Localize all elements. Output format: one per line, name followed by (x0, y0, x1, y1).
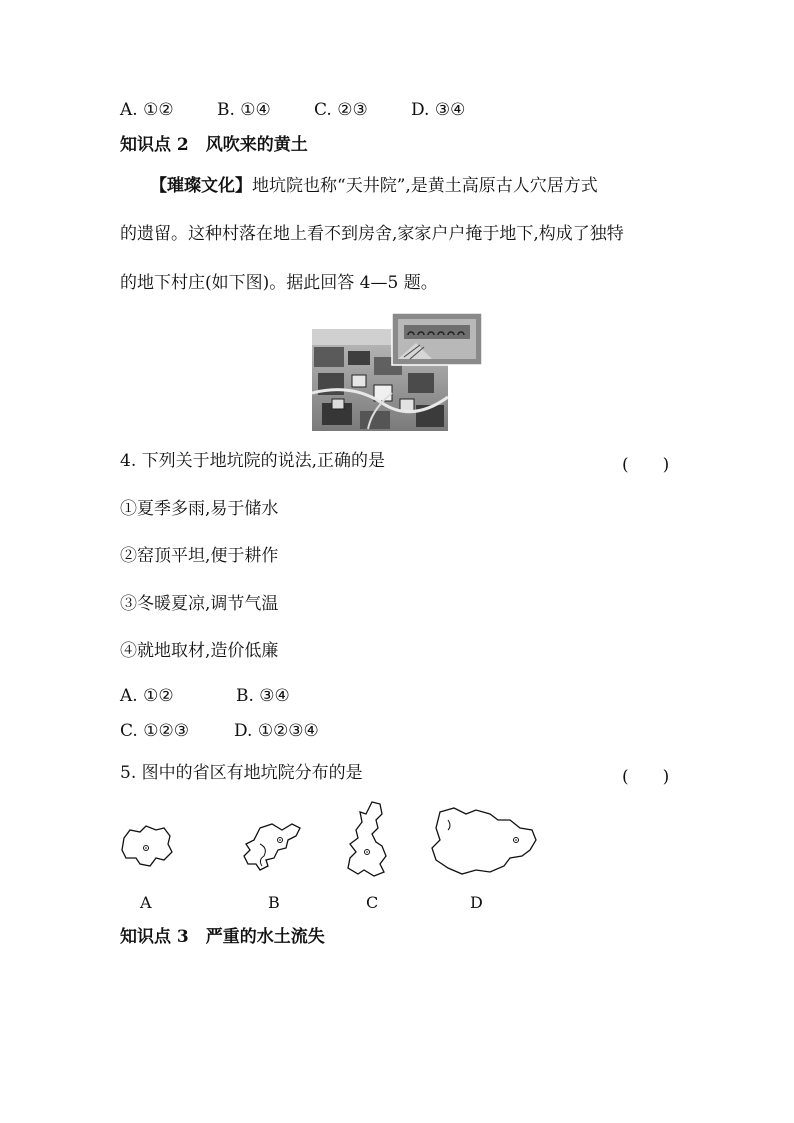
province-map-a (122, 826, 172, 866)
section-2-heading: 知识点 2 风吹来的黄土 (120, 135, 308, 155)
dikengyuan-photo (312, 313, 482, 431)
q3-option-c: C. ②③ (314, 100, 368, 120)
q4-item-2: ②窑顶平坦,便于耕作 (120, 546, 279, 566)
q4-item-1: ①夏季多雨,易于储水 (120, 499, 279, 519)
q4-item-3: ③冬暖夏凉,调节气温 (120, 594, 279, 614)
passage-tag: 【璀璨文化】 (150, 176, 252, 196)
map-label-d: D (470, 893, 483, 912)
map-label-c: C (366, 893, 379, 912)
q4-option-a: A. ①② (120, 686, 174, 706)
q5-stem: 5. 图中的省区有地坑院分布的是 (120, 763, 363, 783)
province-map-c (348, 802, 386, 876)
map-label-a: A (140, 893, 152, 912)
province-map-b (244, 824, 300, 870)
province-maps (110, 800, 650, 880)
q4-option-b: B. ③④ (236, 686, 290, 706)
province-map-d (432, 808, 536, 874)
q3-option-b: B. ①④ (217, 100, 271, 120)
q4-option-d: D. ①②③④ (234, 721, 319, 741)
q3-option-d: D. ③④ (411, 100, 466, 120)
passage-line-1 (150, 162, 598, 210)
passage-line-2: 的遗留。这种村落在地上看不到房舍,家家户户掩于地下,构成了独特 (120, 224, 624, 244)
section-3-heading: 知识点 3 严重的水土流失 (120, 927, 325, 947)
q4-item-4: ④就地取材,造价低廉 (120, 641, 279, 661)
q4-option-c: C. ①②③ (120, 721, 189, 741)
passage-text-1: 地坑院也称“天井院”,是黄土高原古人穴居方式 (252, 176, 598, 196)
passage-line-3: 的地下村庄(如下图)。据此回答 4—5 题。 (120, 273, 438, 293)
q4-stem: 4. 下列关于地坑院的说法,正确的是 (120, 451, 386, 471)
q3-option-a: A. ①② (120, 100, 174, 120)
q4-answer-bracket: ( ) (622, 455, 670, 475)
q5-answer-bracket: ( ) (622, 767, 670, 787)
map-label-b: B (268, 893, 280, 912)
aerial-village-photo (312, 313, 482, 431)
